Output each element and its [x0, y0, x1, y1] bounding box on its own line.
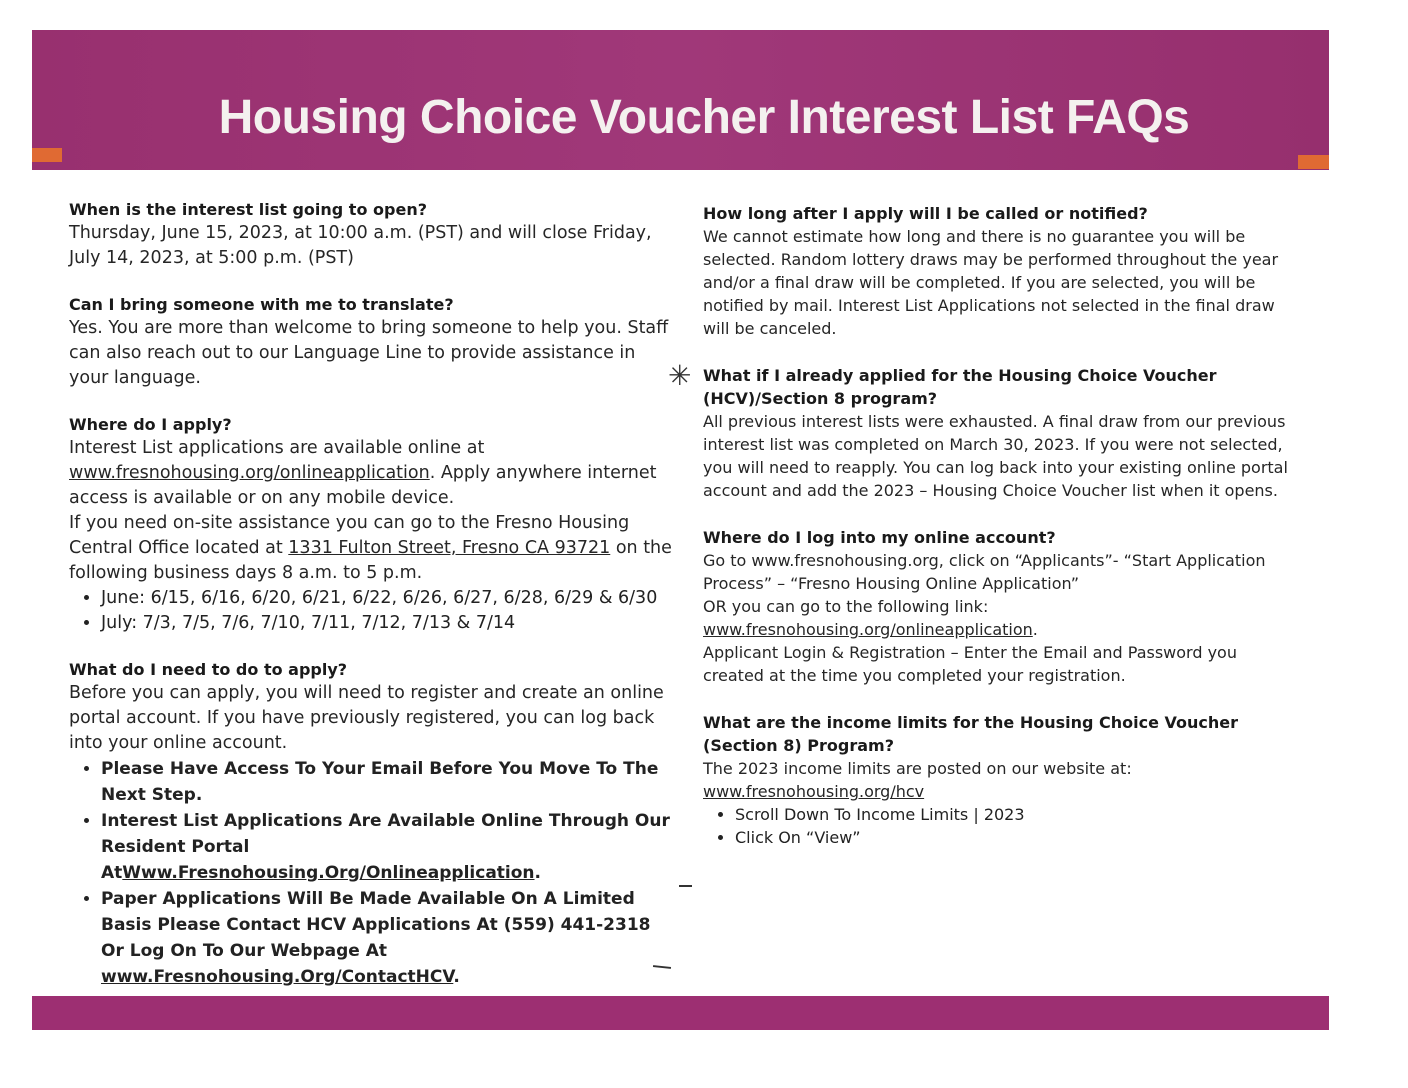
hcv-link[interactable]: www.fresnohousing.org/hcv — [703, 782, 925, 801]
answer: Yes. You are more than welcome to bring someone to help you. Staff can also reach out to our Language Line to provide assistance in your language. — [69, 318, 669, 388]
income-steps-list — [703, 803, 1293, 849]
faq-how-long — [703, 202, 1293, 340]
faq-income-limits — [703, 711, 1293, 849]
list-item: • July: 7/3, 7/5, 7/6, 7/10, 7/11, 7/12, 7/13 & 7/14 — [101, 611, 679, 636]
business-days-list — [69, 586, 679, 636]
item-text: . — [453, 967, 460, 987]
question: Can I bring someone with me to translate? — [69, 295, 454, 314]
answer: Applicant Login & Registration – Enter the Email and Password you created at the time you completed your registration. — [703, 643, 1237, 685]
online-application-link[interactable]: www.fresnohousing.org/onlineapplication — [703, 620, 1033, 639]
list-item — [101, 808, 679, 886]
list-item: • Please Have Access To Your Email Before You Move To The Next Step. — [101, 756, 679, 808]
footer-band — [32, 996, 1329, 1030]
right-column — [703, 202, 1293, 873]
resident-portal-link[interactable]: Www.Fresnohousing.Org/Onlineapplication — [122, 863, 535, 883]
question: How long after I apply will I be called or notified? — [703, 204, 1148, 223]
page-title: Housing Choice Voucher Interest List FAQs — [218, 91, 1190, 144]
accent-bar-left — [32, 148, 62, 162]
item-text: Paper Applications Will Be Made Available On A Limited Basis Please Contact HCV Applications At (559) 441-2318 Or Log On To Our Webpage At — [101, 889, 651, 961]
answer: Before you can apply, you will need to register and create an online portal account. If you have previously registered, you can log back into your online account. — [69, 683, 664, 753]
question: What if I already applied for the Housing Choice Voucher (HCV)/Section 8 program? — [703, 366, 1217, 408]
online-application-link[interactable]: www.fresnohousing.org/onlineapplication — [69, 463, 430, 483]
answer: Go to www.fresnohousing.org, click on “Applicants”- “Start Application Process” – “Fresno Housing Online Application” — [703, 551, 1266, 593]
question: What do I need to do to apply? — [69, 660, 348, 679]
list-item — [101, 886, 679, 990]
question: When is the interest list going to open? — [69, 200, 427, 219]
item-text: . — [534, 863, 541, 883]
contact-hcv-link[interactable]: www.Fresnohousing.Org/ContactHCV — [101, 967, 454, 987]
answer: We cannot estimate how long and there is no guarantee you will be selected. Random lottery draws may be performed throughout the year and/or a final draw will be completed. If you are selected, you will be notified by mail. Interest List Applications not selected in the final draw will be canceled. — [703, 227, 1279, 338]
question: Where do I apply? — [69, 415, 232, 434]
answer: Thursday, June 15, 2023, at 10:00 a.m. (PST) and will close Friday, July 14, 2023, at 5:00 p.m. (PST) — [69, 223, 652, 268]
onsite-info — [69, 511, 679, 586]
handwritten-dash — [679, 885, 692, 887]
answer — [69, 436, 679, 511]
answer-text: . — [1032, 620, 1038, 639]
faq-how-apply — [69, 658, 679, 990]
faq-already-applied — [703, 364, 1293, 502]
left-column — [69, 198, 679, 1012]
faq-when-open — [69, 198, 679, 271]
onsite-text: If you need on-site assistance you can go to the Fresno Housing Central Office located at — [69, 513, 630, 558]
onsite-text: on the following business days 8 a.m. to 5 p.m. — [69, 538, 672, 583]
asterisk-mark-icon: ✳ — [668, 359, 692, 392]
answer-text: . Apply anywhere internet access is available or on any mobile device. — [69, 463, 657, 508]
answer — [703, 780, 1293, 803]
answer: OR you can go to the following link: — [703, 597, 989, 616]
list-item: • June: 6/15, 6/16, 6/20, 6/21, 6/22, 6/26, 6/27, 6/28, 6/29 & 6/30 — [101, 586, 679, 611]
faq-where-apply — [69, 413, 679, 636]
faq-translate — [69, 293, 679, 391]
answer — [703, 618, 1293, 641]
answer: The 2023 income limits are posted on our website at: — [703, 759, 1132, 778]
apply-steps-list — [69, 756, 679, 990]
accent-bar-right — [1298, 155, 1329, 169]
office-address-link[interactable]: 1331 Fulton Street, Fresno CA 93721 — [288, 538, 611, 558]
answer-text: Interest List applications are available online at — [69, 438, 485, 458]
faq-log-in — [703, 526, 1293, 687]
list-item: • Click On “View” — [735, 826, 1293, 849]
question: Where do I log into my online account? — [703, 528, 1056, 547]
item-text: Interest List Applications Are Available Online Through Our Resident Portal At — [101, 811, 670, 883]
question: What are the income limits for the Housing Choice Voucher (Section 8) Program? — [703, 713, 1239, 755]
list-item: • Scroll Down To Income Limits | 2023 — [735, 803, 1293, 826]
answer: All previous interest lists were exhausted. A final draw from our previous interest list was completed on March 30, 2023. If you were not selected, you will need to reapply. You can log back into your existing online portal account and add the 2023 – Housing Choice Voucher list when it opens. — [703, 412, 1288, 500]
